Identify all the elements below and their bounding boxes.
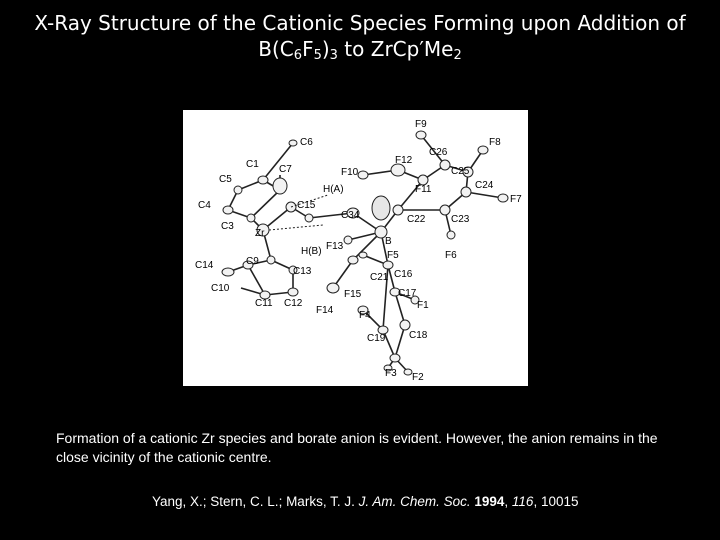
atom-label: F15: [344, 289, 362, 300]
atom-label: C5: [219, 174, 232, 185]
atom-label: C1: [246, 159, 259, 170]
atom-label: C19: [367, 333, 386, 344]
atom-label: C18: [409, 330, 428, 341]
atom-label: F7: [510, 194, 522, 205]
slide-title: [20, 10, 700, 69]
title-formula-part: F: [302, 37, 314, 61]
atom-label: C3: [221, 221, 234, 232]
atom-labels: [195, 119, 522, 383]
atom-label: F4: [359, 310, 371, 321]
atom-label: C34: [341, 210, 360, 221]
atom-label: C11: [255, 298, 273, 309]
atom-label: C24: [475, 180, 494, 191]
title-subscript: 6: [293, 48, 303, 63]
atom-label: F14: [316, 305, 334, 316]
atom-label: C25: [451, 166, 470, 177]
citation-authors: Yang, X.; Stern, C. L.; Marks, T. J.: [152, 494, 359, 509]
atom-label: F2: [412, 372, 424, 383]
atom-label: C4: [198, 200, 211, 211]
citation-journal: J. Am. Chem. Soc.: [358, 494, 475, 509]
atom-label: C23: [451, 214, 470, 225]
title-subscript: 2: [453, 48, 462, 63]
title-formula-part: to ZrCp′Me: [337, 37, 454, 61]
atom-label: C16: [394, 269, 413, 280]
atom-label: F1: [417, 300, 429, 311]
atom-label: B: [385, 236, 392, 247]
title-line-1: X-Ray Structure of the Cationic Species Forming upon Addition of: [34, 11, 686, 35]
atom-label: C22: [407, 214, 426, 225]
crystal-structure-figure: [183, 110, 528, 386]
citation-pages: , 10015: [533, 494, 579, 509]
citation-separator: ,: [504, 494, 512, 509]
atom-label: H(A): [323, 184, 344, 195]
title-subscript: 3: [329, 48, 338, 63]
atom-label: C13: [293, 266, 312, 277]
atom-label: C10: [211, 283, 230, 294]
atom-label: C26: [429, 147, 448, 158]
title-formula-part: ): [321, 37, 330, 61]
atom-label: C15: [297, 200, 316, 211]
atom-label: C9: [246, 256, 259, 267]
title-formula-part: B(C: [258, 37, 294, 61]
citation-year: 1994: [474, 494, 505, 509]
atom-label: H(B): [301, 246, 322, 257]
atom-label: F12: [395, 155, 413, 166]
figure-caption: Formation of a cationic Zr species and borate anion is evident. However, the anion remains in the close vicinity of the cationic centre.: [56, 430, 658, 465]
atom-label: C21: [370, 272, 389, 283]
atom-label: F13: [326, 241, 344, 252]
atom-label: C7: [279, 164, 292, 175]
atom-label: F10: [341, 167, 359, 178]
title-subscript: 5: [313, 48, 322, 63]
atom-label: Zr: [255, 228, 265, 239]
atom-label: F9: [415, 119, 427, 130]
atom-label: F8: [489, 137, 501, 148]
atom-label: C12: [284, 298, 303, 309]
atom-label: F11: [415, 184, 432, 195]
atom-label: F6: [445, 250, 457, 261]
atom-label: C14: [195, 260, 214, 271]
atom-label: C6: [300, 137, 313, 148]
ortep-diagram: [183, 110, 528, 386]
title-line-2: [20, 36, 700, 69]
citation: [152, 494, 672, 509]
atom-label: F3: [385, 368, 397, 379]
atom-label: F5: [387, 250, 399, 261]
citation-volume: 116: [511, 494, 534, 509]
atom-label: C17: [398, 288, 417, 299]
